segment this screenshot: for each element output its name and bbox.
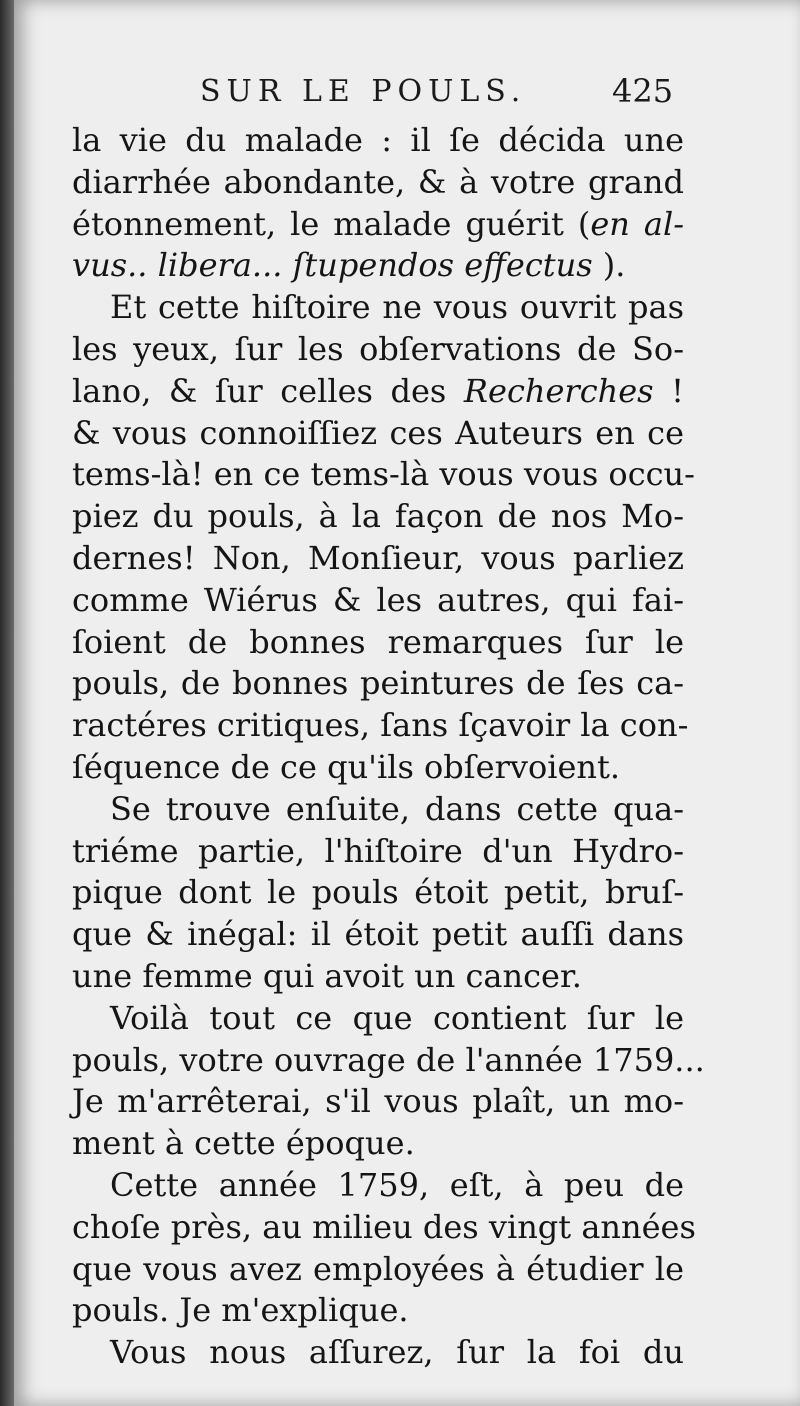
text-line: pouls, votre ouvrage de l'année 1759... [72,1040,705,1079]
italic-text: en al- [590,204,685,243]
text-line: Cette année 1759, eſt, à peu de [110,1165,684,1204]
text-line: tems-là! en ce tems-là vous vous occu- [72,455,695,494]
text-line: étonnement, le malade guérit (en al- [72,204,685,243]
text-line: que vous avez employées à étudier le [72,1249,684,1288]
text-line: dernes! Non, Monſieur, vous parliez [72,538,684,577]
text-line: les yeux, ſur les obſervations de So- [72,329,684,368]
text-line: vus.. libera... ſtupendos effectus ). [72,246,626,285]
page-number: 425 [612,72,674,110]
italic-text: Recherches [463,371,654,410]
text-line: choſe près, au milieu des vingt années [72,1207,696,1246]
text-line: ment à cette époque. [72,1124,415,1163]
text-line: ſoient de bonnes remarques ſur le [72,622,684,661]
text-line: diarrhée abondante, & à votre grand [72,162,684,201]
book-page [14,0,800,1406]
text-line: pique dont le pouls étoit petit, bruſ- [72,873,684,912]
text-line: Se trouve enſuite, dans cette qua- [110,789,684,828]
text-line: Vous nous aſſurez, ſur la foi du [110,1333,684,1372]
text-line: pouls. Je m'explique. [72,1291,409,1330]
text-line: Et cette hiſtoire ne vous ouvrit pas [110,288,684,327]
text-line: piez du pouls, à la façon de nos Mo- [72,497,684,536]
text-line: Voilà tout ce que contient ſur le [110,998,684,1037]
text-line: Je m'arrêterai, s'il vous plaît, un mo- [72,1082,684,1121]
italic-text: vus.. libera... ſtupendos effectus [72,246,593,285]
text-line: lano, & ſur celles des Recherches ! [72,371,685,410]
running-title: SUR LE POULS. [200,74,527,109]
text-line: comme Wiérus & les autres, qui fai- [72,580,684,619]
text-line: la vie du malade : il ſe décida une [72,121,684,159]
text-line: pouls, de bonnes peintures de ſes ca- [72,664,684,703]
text-line: que & inégal: il étoit petit auſſi dans [72,915,684,954]
body-text [72,120,705,1374]
text-line: ractéres critiques, ſans ſçavoir la con- [72,706,689,745]
page-header [14,70,800,120]
text-line: ſéquence de ce qu'ils obſervoient. [72,747,621,786]
text-line: triéme partie, l'hiſtoire d'un Hydro- [72,831,684,870]
text-line: & vous connoiſſiez ces Auteurs en ce [72,413,684,452]
text-line: une femme qui avoit un cancer. [72,956,582,995]
book-spine-shadow [0,0,14,1406]
